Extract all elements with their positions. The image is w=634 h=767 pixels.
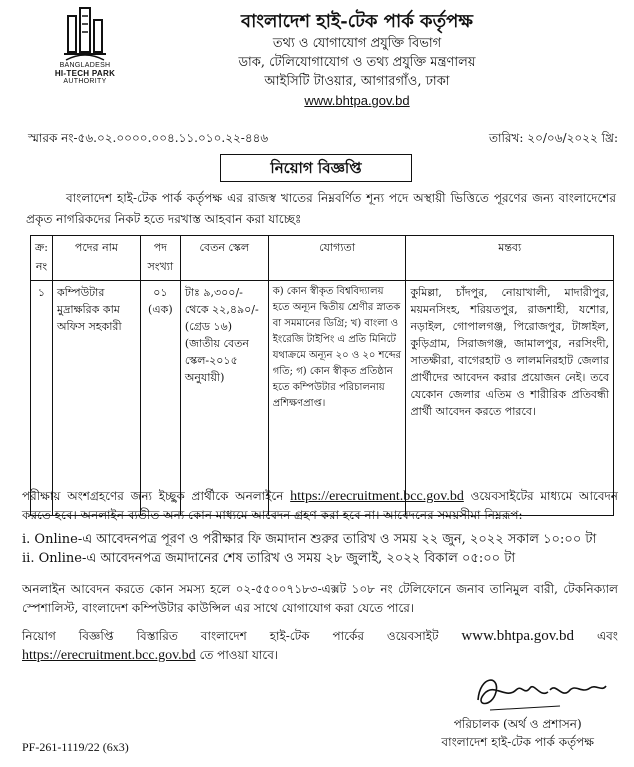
details-text-post: তে পাওয়া যাবে। <box>199 648 279 662</box>
schedule-start: i. Online-এ আবেদনপত্র পূরণ ও পরীক্ষার ফি জমাদান শুরুর তারিখ ও সময় ২২ জুন, ২০২২ সকাল ১০:০০ টা <box>22 532 597 547</box>
logo-text-hitech: HI-TECH PARK <box>54 69 116 78</box>
contact-paragraph: অনলাইন আবেদন করতে কোন সমস্য হলে ০২-৫৫০০৭১৮৩-এক্সট ১০৮ নং টেলিফোনে জনাব তানিমুল বারী, টেকনিক্যাল স্পেশালিস্ট, বাংলাদেশ কম্পিউটার কাউন্সিল এর সাথে যোগাযোগ করা যেতে পারে। <box>22 582 618 615</box>
cell-qualification: ক) কোন স্বীকৃত বিশ্ববিদ্যালয় হতে অন্যূন দ্বিতীয় শ্রেণীর স্নাতক বা সমমানের ডিগ্রি; খ) বাংলা ও ইংরেজি টাইপিং এ প্রতি মিনিটে যথাক্রমে অন্যূন ২০ ও ২০ শব্দের গতি; গ) কোন স্বীকৃত প্রতিষ্ঠান হতে কম্পিউটার পরিচালনায় প্রশিক্ষণপ্রাপ্ত। <box>268 281 406 516</box>
org-name: বাংলাদেশ হাই-টেক পার্ক কর্তৃপক্ষ <box>241 11 473 32</box>
apply-text-pre: পরীক্ষায় অংশগ্রহণের জন্য ইচ্ছুক প্রার্থীকে অনলাইনে <box>22 489 284 503</box>
details-paragraph <box>22 627 618 665</box>
signatory-title: পরিচালক (অর্থ ও প্রশাসন) <box>453 717 582 731</box>
tower-logo-icon <box>62 6 108 62</box>
logo-text-country: BANGLADESH <box>59 62 111 69</box>
header-serial: ক্র: নং <box>31 236 53 281</box>
cell-serial: ১ <box>31 281 53 516</box>
signatory-org: বাংলাদেশ হাই-টেক পার্ক কর্তৃপক্ষ <box>441 735 594 749</box>
cell-post-count: ০১ (এক) <box>140 281 180 516</box>
division-name: তথ্য ও যোগাযোগ প্রযুক্তি বিভাগ <box>272 36 442 51</box>
handwritten-signature <box>470 670 610 715</box>
notice-title: নিয়োগ বিজ্ঞপ্তি <box>220 154 412 182</box>
vacancy-table <box>30 235 614 516</box>
table-header-row <box>31 236 614 281</box>
details-text-and: এবং <box>596 629 618 643</box>
bhtpa-logo <box>48 6 122 96</box>
logo-text-authority: AUTHORITY <box>63 78 107 85</box>
header-qualification: যোগ্যতা <box>268 236 406 281</box>
table-row <box>31 281 614 516</box>
header-post-count: পদ সংখ্যা <box>140 236 180 281</box>
header-post-name: পদের নাম <box>52 236 140 281</box>
erecruitment-link-2[interactable]: https://erecruitment.bcc.gov.bd <box>22 648 196 663</box>
ministry-name: ডাক, টেলিযোগাযোগ ও তথ্য প্রযুক্তি মন্ত্রণালয় <box>238 55 476 70</box>
cell-pay-scale: টাঃ ৯,৩০০/- থেকে ২২,৪৯০/- (গ্রেড ১৬) (জাতীয় বেতন স্কেল-২০১৫ অনুযায়ী) <box>180 281 268 516</box>
details-text-pre: নিয়োগ বিজ্ঞপ্তি বিস্তারিত বাংলাদেশ হাই-টেক পার্কের ওয়েবসাইট <box>22 629 439 643</box>
notice-date: তারিখ: ২০/০৬/২০২২ খ্রি: <box>489 131 618 145</box>
org-address: আইসিটি টাওয়ার, আগারগাঁও, ঢাকা <box>264 74 450 89</box>
letterhead <box>120 10 594 110</box>
cell-post-name: কম্পিউটার মুদ্রাক্ষরিক কাম অফিস সহকারী <box>52 281 140 516</box>
apply-text-post: ওয়েবসাইটের মাধ্যমে আবেদন করতে হবে। অনলাইন ব্যতীত অন্য কোন মাধ্যমে আবেদন গ্রহণ করা হবে না। আবেদনের সময়সীমা নিম্নরূপ: <box>22 489 618 522</box>
schedule-list <box>22 530 618 568</box>
cell-remarks: কুমিল্লা, চাঁদপুর, নোয়াখালী, মাদারীপুর, ময়মনসিংহ, শরিয়তপুর, রাজশাহী, যশোর, নড়াইল, গোপালগঞ্জ, পিরোজপুর, টাঙ্গাইল, কুড়িগ্রাম, সিরাজগঞ্জ, জামালপুর, নরসিংদী, সাতক্ষীরা, বাগেরহাট ও লালমনিরহাট জেলার প্রার্থীদের আবেদন করার প্রয়োজন নেই। তবে যেকোন জেলার এতিম ও শারীরিক প্রতিবন্ধী প্রার্থী আবেদন করতে পারবে। <box>406 281 614 516</box>
header-website-link[interactable]: www.bhtpa.gov.bd <box>304 93 410 108</box>
bhtpa-website-link[interactable]: www.bhtpa.gov.bd <box>461 628 575 644</box>
memo-number: স্মারক নং-৫৬.০২.০০০০.০০৪.১১.০১০.২২-৪৪৬ <box>28 131 269 145</box>
erecruitment-link[interactable]: https://erecruitment.bcc.gov.bd <box>290 489 464 504</box>
header-pay-scale: বেতন স্কেল <box>180 236 268 281</box>
header-remarks: মন্তব্য <box>406 236 614 281</box>
schedule-end: ii. Online-এ আবেদনপত্র জমাদানের শেষ তারিখ ও সময় ২৮ জুলাই, ২০২২ বিকাল ০৫:০০ টা <box>22 551 516 566</box>
intro-paragraph: বাংলাদেশ হাই-টেক পার্ক কর্তৃপক্ষ এর রাজস্ব খাতের নিম্নবর্ণিত শূন্য পদে অস্থায়ী ভিত্তিতে পূরণের জন্য বাংলাদেশের প্রকৃত নাগরিকদের নিকট হতে দরখাস্ত আহবান করা যাচ্ছেঃ <box>26 191 616 226</box>
signatory-block <box>441 715 594 751</box>
apply-instructions <box>22 487 618 525</box>
footer-code: PF-261-1119/22 (6x3) <box>22 740 129 754</box>
